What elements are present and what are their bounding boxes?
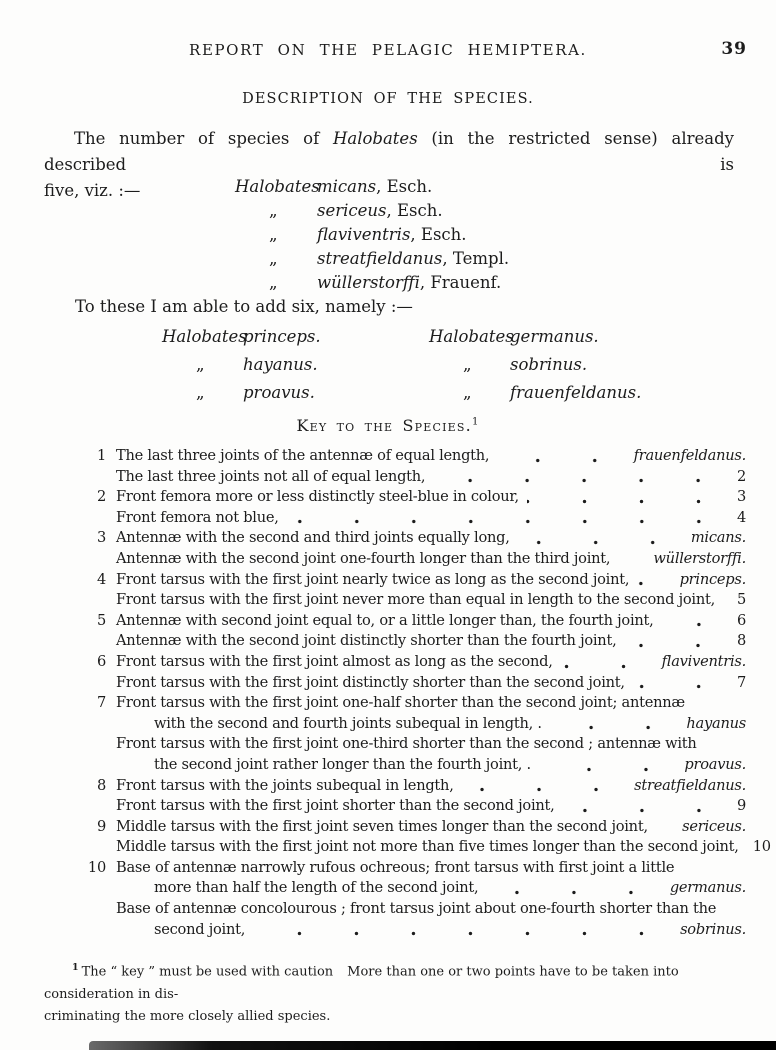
species-name: sobrinus. bbox=[510, 355, 588, 374]
authority: , Templ. bbox=[442, 249, 510, 268]
key-row-result: frauenfeldanus. bbox=[633, 447, 746, 464]
species-row bbox=[429, 379, 641, 407]
key-couplet-number bbox=[78, 920, 116, 941]
ditto-mark: „ bbox=[269, 201, 278, 220]
species-name: frauenfeldanus. bbox=[510, 383, 642, 402]
key-row-text: The last three joints of the antennæ of equal length, bbox=[116, 447, 490, 464]
genus-name: Halobates bbox=[235, 177, 325, 196]
key-row-result: 9 bbox=[736, 797, 746, 815]
key-row-text: Front femora not blue, bbox=[116, 508, 279, 526]
key-row-text: Front tarsus with the first joint one-third shorter than the second ; antennæ with bbox=[116, 735, 697, 753]
footnote bbox=[44, 957, 736, 1029]
key-row-text: Antennæ with the second joint one-fourth longer than the third joint, bbox=[116, 549, 611, 567]
species-name: proavus. bbox=[243, 383, 315, 402]
added-species-columns bbox=[162, 323, 641, 407]
ditto-mark: „ bbox=[463, 355, 472, 374]
dot-leader bbox=[637, 570, 673, 591]
key-row-text: Base of antennæ narrowly rufous ochreous; front tarsus with first joint a little bbox=[116, 858, 675, 876]
scan-edge-artifact bbox=[89, 1041, 776, 1050]
ditto-mark: „ bbox=[196, 383, 205, 402]
running-head: REPORT ON THE PELAGIC HEMIPTERA. bbox=[189, 41, 587, 59]
key-couplet-number: 7 bbox=[96, 694, 106, 712]
described-species-list bbox=[235, 175, 509, 295]
authority: , Esch. bbox=[386, 201, 443, 220]
dot-leader bbox=[561, 652, 656, 673]
key-row bbox=[78, 776, 746, 797]
key-row bbox=[78, 693, 746, 714]
genus-name: Halobates bbox=[162, 327, 252, 346]
key-couplet-number bbox=[78, 837, 116, 858]
key-row bbox=[78, 611, 746, 632]
key-row-text: Antennæ with the second and third joints equally long, bbox=[116, 529, 510, 547]
key-couplet-number bbox=[78, 590, 116, 611]
key-row bbox=[78, 446, 746, 467]
key-row-result: 5 bbox=[736, 591, 746, 609]
dot-leader bbox=[527, 487, 731, 508]
addition-line: To these I am able to add six, namely :— bbox=[75, 297, 413, 316]
key-heading-text: Key to the Species. bbox=[296, 416, 472, 435]
dot-leader bbox=[656, 817, 676, 838]
intro-text-post: (in the restricted sense) already described is bbox=[44, 129, 734, 174]
key-row-text: Front tarsus with the first joint nearly twice as long as the second joint, bbox=[116, 570, 630, 588]
key-row bbox=[78, 508, 746, 529]
dot-leader bbox=[633, 673, 731, 694]
key-row-result: hayanus bbox=[686, 714, 746, 732]
key-row-result: proavus. bbox=[684, 755, 746, 773]
species-row bbox=[429, 351, 641, 379]
key-row bbox=[78, 878, 746, 899]
species-row bbox=[235, 175, 509, 199]
species-name: micans bbox=[317, 177, 377, 196]
key-couplet-number bbox=[78, 899, 116, 920]
key-row-result: wüllerstorffi. bbox=[653, 549, 746, 567]
key-row-text: Middle tarsus with the first joint not more than five times longer than the second joint, bbox=[116, 838, 739, 856]
key-row-text: Base of antennæ concolourous ; front tarsus joint about one-fourth shorter than the bbox=[116, 900, 717, 918]
key-row bbox=[78, 652, 746, 673]
intro-text-pre: The number of species of bbox=[74, 129, 333, 148]
key-couplet-number: 10 bbox=[87, 858, 106, 876]
key-row-text: Front femora more or less distinctly steel-blue in colour, bbox=[116, 488, 519, 506]
key-row bbox=[78, 673, 746, 694]
ditto-mark: „ bbox=[269, 249, 278, 268]
genus-name: Halobates bbox=[429, 327, 519, 346]
key-row-text: Front tarsus with the first joint almost as long as the second, bbox=[116, 652, 553, 670]
species-row bbox=[162, 323, 429, 351]
dot-leader bbox=[624, 631, 730, 652]
key-row-result: 6 bbox=[736, 611, 746, 629]
key-row-result: 3 bbox=[736, 488, 746, 506]
key-row-text: Antennæ with second joint equal to, or a little longer than, the fourth joint, bbox=[116, 611, 654, 629]
species-row bbox=[429, 323, 641, 351]
key-row bbox=[78, 858, 746, 879]
key-couplet-number bbox=[78, 714, 116, 735]
key-row-text: Middle tarsus with the first joint seven times longer than the second joint, bbox=[116, 817, 648, 835]
key-row bbox=[78, 796, 746, 817]
key-row-result: 4 bbox=[736, 508, 746, 526]
key-row-text: with the second and fourth joints subequal in length, . bbox=[154, 714, 542, 732]
key-row-text: the second joint rather longer than the fourth joint, . bbox=[154, 755, 531, 773]
species-name: sericeus bbox=[317, 201, 387, 220]
key-couplet-number bbox=[78, 631, 116, 652]
authority: , Esch. bbox=[410, 225, 467, 244]
key-couplet-number: 9 bbox=[96, 817, 106, 835]
key-row-result: streatfieldanus. bbox=[634, 776, 746, 794]
species-name: streatfieldanus bbox=[317, 249, 443, 268]
authority: , Frauenf. bbox=[419, 273, 502, 292]
key-row bbox=[78, 920, 746, 941]
key-row bbox=[78, 714, 746, 735]
footnote-text-part1: The “ key ” must be used with caution bbox=[81, 964, 334, 980]
key-couplet-number bbox=[78, 673, 116, 694]
species-row bbox=[235, 271, 509, 295]
key-row bbox=[78, 899, 746, 920]
key-row-text: Front tarsus with the first joint distinctly shorter than the second joint, bbox=[116, 673, 625, 691]
footnote-line-1 bbox=[44, 957, 736, 1006]
species-row bbox=[162, 351, 429, 379]
footnote-line-2: criminating the more closely allied species. bbox=[44, 1009, 331, 1025]
intro-line-2: five, viz. :— bbox=[44, 181, 141, 200]
intro-line-1 bbox=[44, 126, 734, 178]
key-couplet-number bbox=[78, 549, 116, 570]
ditto-mark: „ bbox=[463, 383, 472, 402]
species-name: princeps. bbox=[243, 327, 321, 346]
dot-leader bbox=[486, 878, 663, 899]
key-row-result: 8 bbox=[736, 632, 746, 650]
key-couplet-number: 2 bbox=[96, 488, 106, 506]
key-row-text: second joint, bbox=[154, 920, 246, 938]
dot-leader bbox=[433, 467, 731, 488]
key-couplet-number bbox=[78, 467, 116, 488]
key-couplet-number bbox=[78, 878, 116, 899]
footnote-reference: 1 bbox=[471, 416, 480, 428]
key-couplet-number bbox=[78, 796, 116, 817]
key-row bbox=[78, 549, 746, 570]
key-couplet-number: 5 bbox=[96, 611, 106, 629]
key-row-result: sobrinus. bbox=[680, 920, 746, 938]
species-row bbox=[235, 223, 509, 247]
key-couplet-number: 6 bbox=[96, 652, 106, 670]
dot-leader bbox=[550, 714, 681, 735]
key-row bbox=[78, 837, 771, 858]
footnote-marker: 1 bbox=[72, 962, 79, 973]
key-row-text: Front tarsus with the first joint never more than equal in length to the second joint, bbox=[116, 591, 715, 609]
key-row-result: micans. bbox=[690, 529, 746, 547]
key-row-result: 2 bbox=[736, 467, 746, 485]
ditto-mark: „ bbox=[269, 225, 278, 244]
key-couplet-number bbox=[78, 755, 116, 776]
ditto-mark: „ bbox=[196, 355, 205, 374]
key-row-text: more than half the length of the second joint, bbox=[154, 879, 479, 897]
species-row bbox=[162, 379, 429, 407]
dot-leader bbox=[723, 590, 731, 611]
key-row-text: Antennæ with the second joint distinctly shorter than the fourth joint, bbox=[116, 632, 617, 650]
footnote-text-part2: More than one or two points have to be taken into consideration in dis- bbox=[44, 964, 679, 1002]
ditto-mark: „ bbox=[269, 273, 278, 292]
key-row bbox=[78, 467, 746, 488]
key-row-result: flaviventris. bbox=[661, 652, 746, 670]
dot-leader bbox=[518, 528, 685, 549]
key-row bbox=[78, 631, 746, 652]
dot-leader bbox=[287, 508, 731, 529]
species-row bbox=[235, 199, 509, 223]
dot-leader bbox=[539, 755, 678, 776]
key-row-result: 10 bbox=[752, 838, 771, 856]
key-row bbox=[78, 570, 746, 591]
key-couplet-number: 1 bbox=[96, 447, 106, 464]
key-row bbox=[78, 528, 746, 549]
key-table bbox=[78, 446, 771, 940]
species-name: hayanus. bbox=[243, 355, 318, 374]
key-heading bbox=[0, 416, 776, 435]
key-row-result: princeps. bbox=[679, 570, 746, 588]
dot-leader bbox=[563, 796, 731, 817]
dot-leader bbox=[462, 776, 629, 797]
key-row-result: germanus. bbox=[669, 879, 746, 897]
key-row-text: Front tarsus with the first joint shorter than the second joint, bbox=[116, 797, 555, 815]
dot-leader bbox=[497, 446, 627, 467]
key-row bbox=[78, 734, 746, 755]
species-row bbox=[235, 247, 509, 271]
key-row bbox=[78, 817, 746, 838]
species-name: wüllerstorffi bbox=[317, 273, 420, 292]
key-row bbox=[78, 487, 746, 508]
authority: , Esch. bbox=[376, 177, 433, 196]
key-couplet-number: 8 bbox=[96, 776, 106, 794]
species-name: flaviventris bbox=[317, 225, 411, 244]
key-couplet-number bbox=[78, 508, 116, 529]
dot-leader bbox=[253, 920, 674, 941]
key-row-result: sericeus. bbox=[682, 817, 746, 835]
species-name: germanus. bbox=[510, 327, 599, 346]
dot-leader bbox=[662, 611, 731, 632]
added-species-right-column bbox=[429, 323, 641, 407]
added-species-left-column bbox=[162, 323, 429, 407]
key-row bbox=[78, 590, 746, 611]
key-row-text: Front tarsus with the first joint one-half shorter than the second joint; antennæ bbox=[116, 694, 685, 712]
key-row-result: 7 bbox=[736, 673, 746, 691]
key-row-text: Front tarsus with the joints subequal in length, bbox=[116, 776, 454, 794]
key-couplet-number: 4 bbox=[96, 570, 106, 588]
key-row bbox=[78, 755, 746, 776]
dot-leader bbox=[618, 549, 647, 570]
key-couplet-number: 3 bbox=[96, 529, 106, 547]
key-couplet-number bbox=[78, 734, 116, 755]
page-number: 39 bbox=[721, 39, 747, 59]
section-heading: DESCRIPTION OF THE SPECIES. bbox=[242, 91, 534, 107]
key-row-text: The last three joints not all of equal length, bbox=[116, 467, 426, 485]
genus-name: Halobates bbox=[332, 129, 418, 148]
